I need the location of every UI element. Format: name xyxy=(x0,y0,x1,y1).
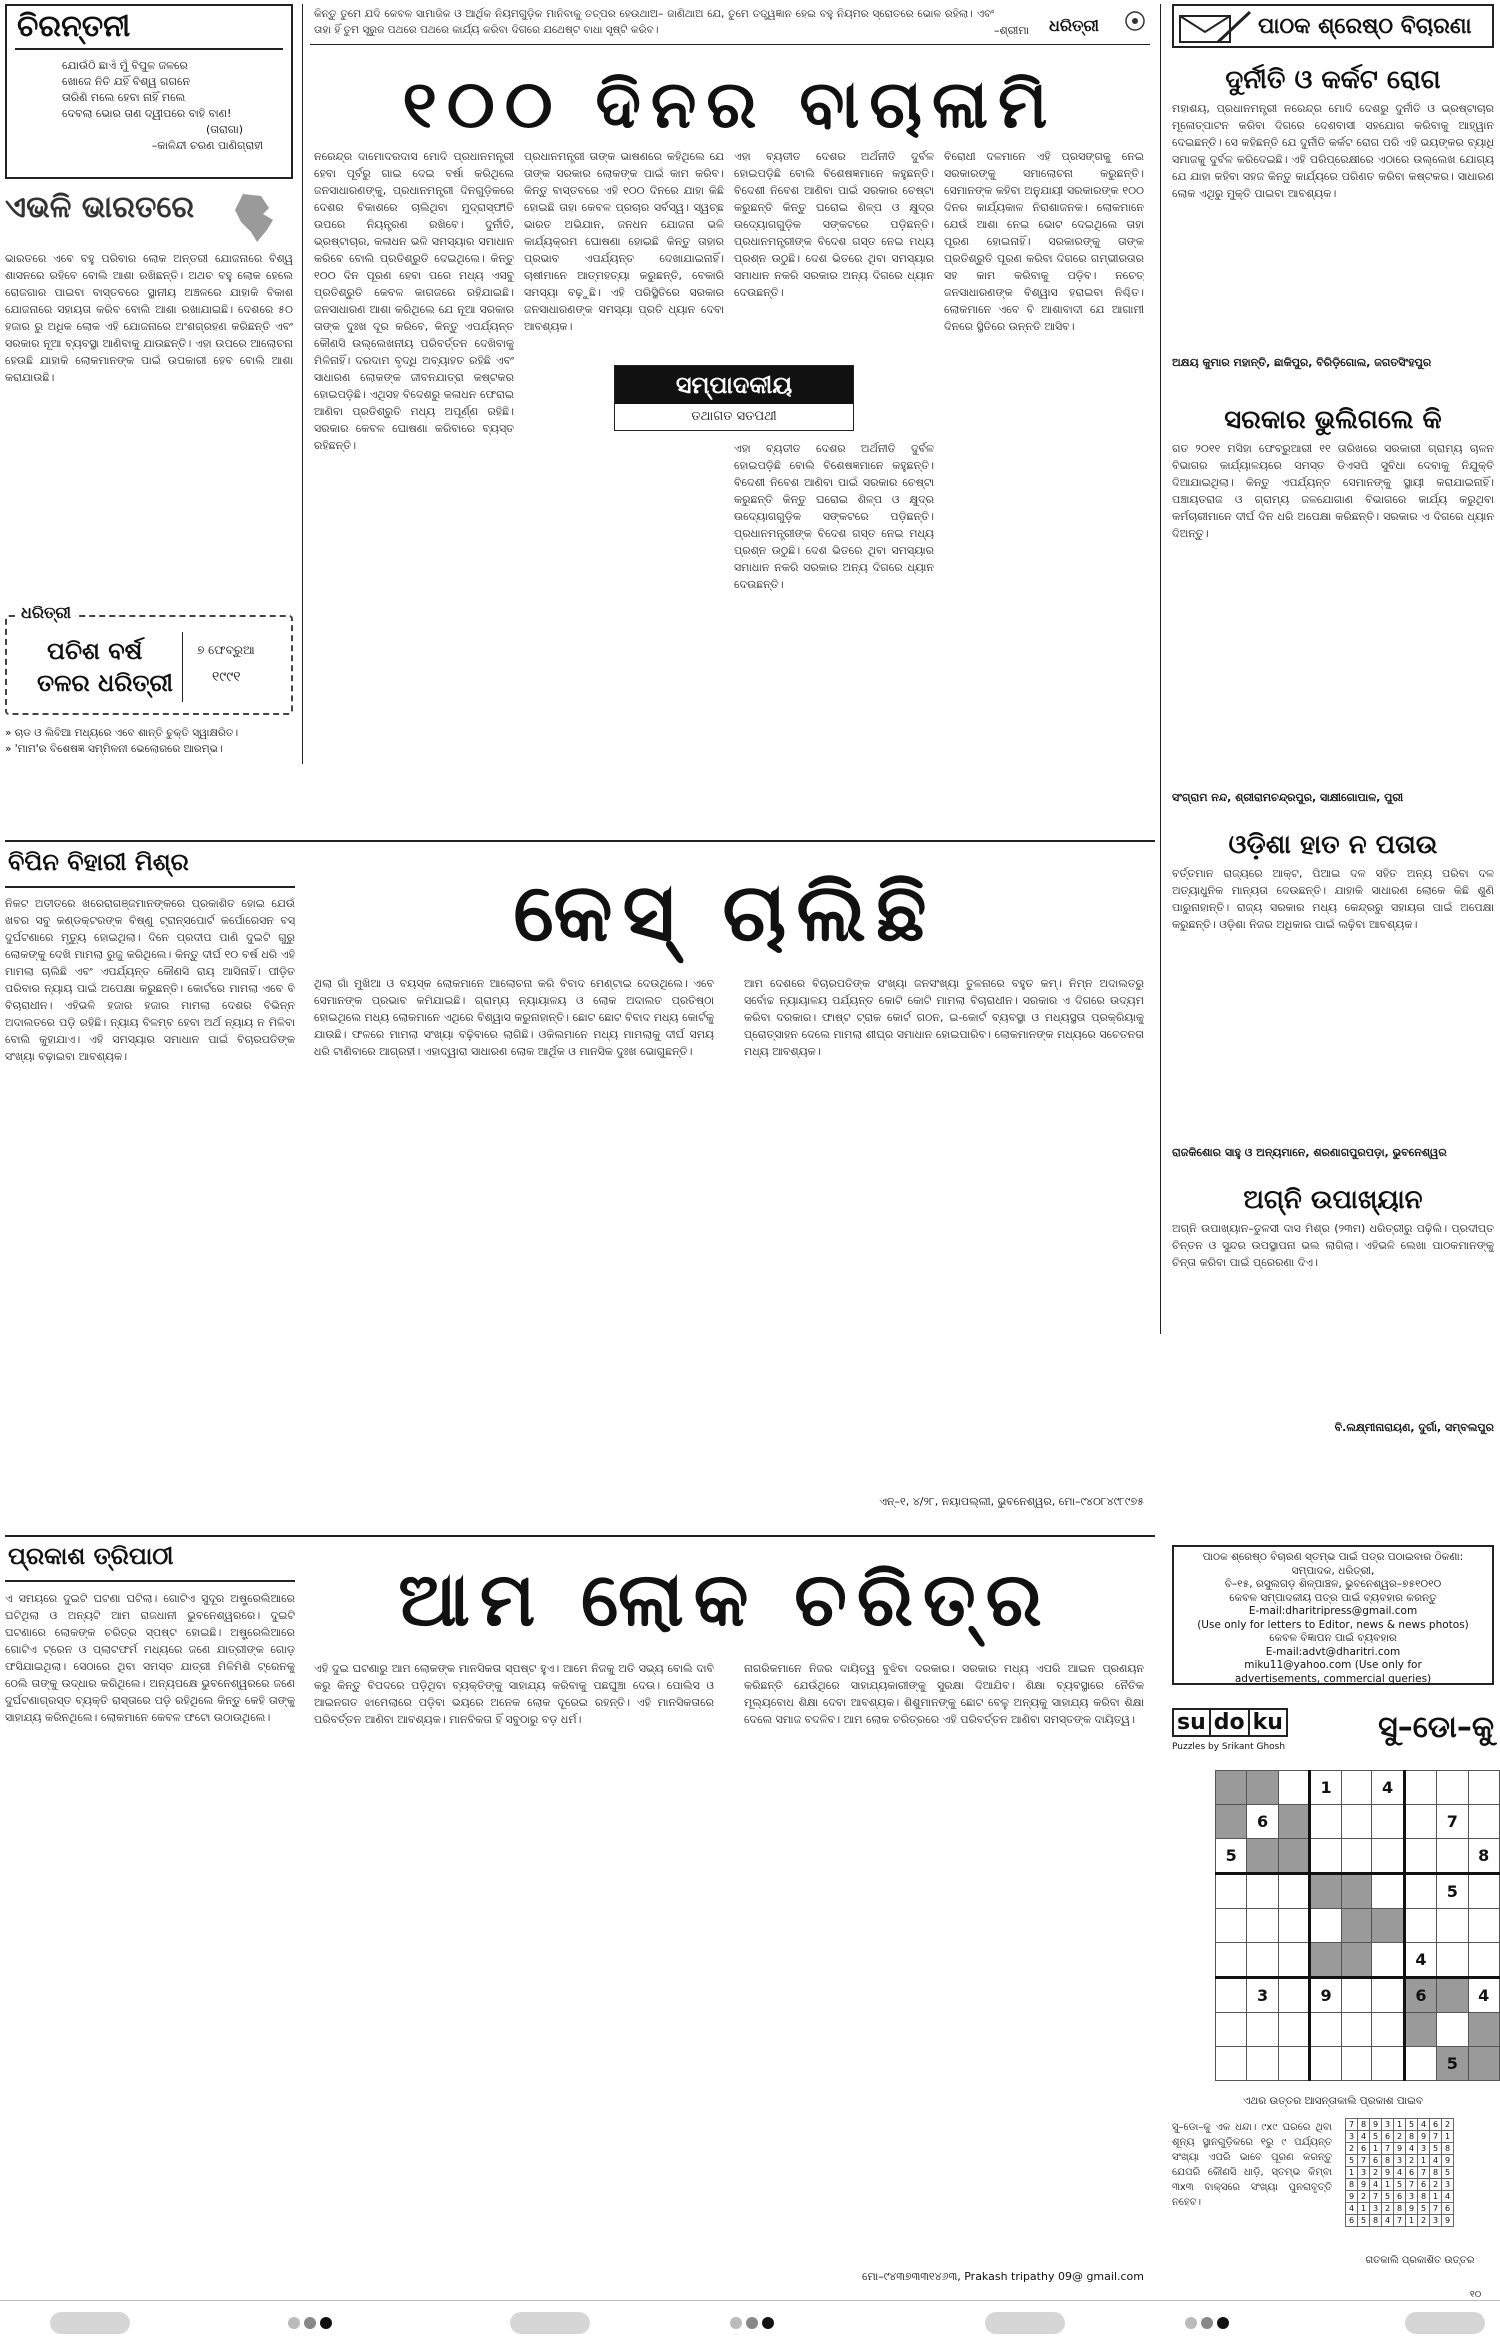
aam-col-3: ନାଗରିକମାନେ ନିଜର ଦାୟିତ୍ୱ ବୁଝିବା ଦରକାର। ସରକାର ମଧ୍ୟ ଏପରି ଆଇନ ପ୍ରଣୟନ କରିଛନ୍ତି ଯେଉଁଥିରେ ସାହାଯ୍ୟକାରୀଙ୍କୁ ସୁରକ୍ଷା ଦିଆଯିବ। ଶିକ୍ଷା ବ୍ୟବସ୍ଥାରେ ନୈତିକ ମୂଲ୍ୟବୋଧ ଶିକ୍ଷା ଦେବା ଆବଶ୍ୟକ। ଶିଶୁମାନଙ୍କୁ ଛୋଟ ବେଳୁ ଅନ୍ୟକୁ ସାହାଯ୍ୟ କରିବା ଶିକ୍ଷା ଦେଲେ ସମାଜ ବଦଳିବ। ଆମ ଲୋକ ଚରିତ୍ରରେ ଏହି ପରିବର୍ତ୍ତନ ଆଣିବା ସମସ୍ତଙ୍କ ଦାୟିତ୍ୱ। xyxy=(744,1662,1144,1726)
sudoku-cell[interactable] xyxy=(1247,2047,1278,2081)
ajibharat-body: ଭାରତରେ ଏବେ ବହୁ ପରିବାର ଲୋକ ଅନ୍ତରୀ ଯୋଜନାରେ ବିଶ୍ୱ ଶାସନରେ ରହିବେ ବୋଲି ଆଶା ରଖିଛନ୍ତି। ଅଥଚ ବହୁ ଲୋକ ହେଲେ ରୋଜଗାର ପାଇବା ବାସ୍ତବରେ ସ୍ଥାନୀୟ ଅଞ୍ଚଳରେ ଯାହାକି ବିକାଶ ଯୋଜନାରେ ସହାୟତା କରିବ ବୋଲି ଆଶା ରଖାଯାଇଛି। ଦେଶରେ ୫୦ ହଜାର ରୁ ଅଧିକ ଲୋକ ଏହି ଯୋଜନାରେ ଅଂଶଗ୍ରହଣ କରିଛନ୍ତି ଏବଂ ସରକାର ନୂଆ ବ୍ୟବସ୍ଥା ଆଣିବାକୁ ଯାଉଛନ୍ତି। ଏହା ଉପରେ ଆଲୋଚନା ହେଉଛି ଯାହାକି ଲୋକମାନଙ୍କ ପାଇଁ ଉପକାରୀ ହେବ ବୋଲି ଆଶା କରାଯାଉଛି। xyxy=(5,252,293,384)
aam-headline: ଆମ ଲୋକ ଚରିତ୍ର xyxy=(398,1557,1052,1643)
answer-cell: 5 xyxy=(1406,2119,1418,2131)
footer-dot xyxy=(288,2317,300,2329)
answer-cell: 7 xyxy=(1418,2167,1430,2179)
answer-cell: 2 xyxy=(1442,2119,1454,2131)
answer-cell: 9 xyxy=(1382,2167,1394,2179)
sudoku-caption: ଏଥର ଉତ୍ତର ଆସନ୍ତାକାଲି ପ୍ରକାଶ ପାଇବ xyxy=(1242,2095,1424,2107)
poem-line: ଯୋଉଁଠି ଛାଏଁ ମୁଁ ବିପୁଳ ଜଳରେ xyxy=(62,59,188,72)
sudoku-cell[interactable] xyxy=(1342,2013,1372,2047)
answer-cell: 2 xyxy=(1370,2167,1382,2179)
contact-line: ବି–୧୫, ରସୁଲଗଡ଼ ଶିଳ୍ପାଞ୍ଚଳ, ଭୁବନେଶ୍ୱର–୭୫୧୦୧୦ xyxy=(1224,1578,1442,1590)
dharitri-bullets xyxy=(5,725,293,757)
envelope-pen-icon xyxy=(1178,8,1254,46)
answer-cell: 1 xyxy=(1358,2203,1370,2215)
sudoku-cell[interactable]: 7 xyxy=(1437,1805,1468,1839)
sudoku-cell[interactable] xyxy=(1342,1805,1372,1839)
sudoku-cell[interactable] xyxy=(1404,1771,1436,1805)
sudoku-header xyxy=(1172,1710,1494,1760)
contact-line: ସମ୍ପାଦକ, ଧରିତ୍ରୀ, xyxy=(1291,1564,1375,1577)
sudoku-cell[interactable] xyxy=(1404,1805,1436,1839)
answer-cell: 6 xyxy=(1442,2203,1454,2215)
sudoku-cell[interactable] xyxy=(1372,1839,1404,1874)
quote-text: କିନ୍ତୁ ତୁମେ ଯଦି କେବଳ ସାମାଜିକ ଓ ଆର୍ଥିକ ନିୟମଗୁଡ଼ିକ ମାନିବାକୁ ତତ୍ପର ହେଉଥାଅ– ଜାଣିଥାଅ ଯେ, ତୁମେ ତତ୍ତ୍ୱଜ୍ଞାନ ହେଇ ବହୁ ନିୟମର ସ୍ରୋତରେ ଭୋଳ ରହିଲା। ଏବଂ ତାହା ହିଁ ତୁମ ସୂରୁଜ ପଥରେ ପଥରେ କାର୍ଯ୍ୟ କରିବା ଦିଗରେ ଯଥେଷ୍ଟ ବାଧା ସୃଷ୍ଟି କରିବ। xyxy=(314,8,994,36)
reader-item-2 xyxy=(1172,400,1494,806)
footer-dot xyxy=(746,2317,758,2329)
answer-cell: 8 xyxy=(1418,2191,1430,2203)
sudoku-cell[interactable] xyxy=(1468,1943,1500,1978)
case-col-2: ଥିଲା ଗାଁ ମୁଖିଆ ଓ ବୟସ୍କ ଲୋକମାନେ ଆଲୋଚନା କରି ବିବାଦ ମେଣ୍ଟାଇ ଦେଉଥିଲେ। ଏବେ ସେମାନଙ୍କ ପ୍ରଭାବ କମିଯାଇଛି। ଗ୍ରାମ୍ୟ ନ୍ୟାୟାଳୟ ଓ ଲୋକ ଅଦାଲତ ପ୍ରତିଷ୍ଠା ହୋଇଥିଲେ ମଧ୍ୟ ଲୋକମାନେ ଏଥିରେ ବିଶ୍ୱାସ କରୁନାହାନ୍ତି। ଛୋଟ ଛୋଟ ବିବାଦ ମଧ୍ୟ କୋର୍ଟକୁ ଯାଉଛି। ଫଳରେ ମାମଲା ସଂଖ୍ୟା ବଢ଼ିବାରେ ଲାଗିଛି। ଓକିଲମାନେ ମଧ୍ୟ ମାମଲାକୁ ଦୀର୍ଘ ସମୟ ଧରି ଟାଣିବାରେ ଆଗ୍ରହୀ। ଏହାଦ୍ୱାରା ସାଧାରଣ ଲୋକ ଆର୍ଥିକ ଓ ମାନସିକ ଦୁଃଖ ଭୋଗୁଛନ୍ତି। xyxy=(314,977,714,1058)
answer-cell: 3 xyxy=(1394,2155,1406,2167)
answer-cell: 1 xyxy=(1442,2131,1454,2143)
top-quote xyxy=(314,6,1144,46)
answer-cell: 9 xyxy=(1394,2143,1406,2155)
footer-pill xyxy=(985,2312,1065,2334)
sudoku-cell[interactable] xyxy=(1342,1874,1372,1909)
sudoku-rules: ସୁ–ଡୋ–କୁ ଏକ ଧନ୍ଦା। ୯x୯ ଘରରେ ଥିବା ଶୂନ୍ୟ ସ୍ଥାନଗୁଡ଼ିକରେ ୧ରୁ ୯ ପର୍ଯ୍ୟନ୍ତ ସଂଖ୍ୟା ଏପରି ଭାବେ ପୂରଣ କରନ୍ତୁ ଯେପରି କୌଣସି ଧାଡ଼ି, ସ୍ତମ୍ଭ କିମ୍ବା ୩x୩ ବାକ୍ସରେ ସଂଖ୍ୟା ପୁନରାବୃତ୍ତି ନହେବ। xyxy=(1172,2122,1332,2208)
lead-col-3: ଏହା ବ୍ୟତୀତ ଦେଶର ଅର୍ଥନୀତି ଦୁର୍ବଳ ହୋଇପଡ଼ିଛି ବୋଲି ବିଶେଷଜ୍ଞମାନେ କହୁଛନ୍ତି। ବିଦେଶୀ ନିବେଶ ଆଣିବା ପାଇଁ ସରକାର ଚେଷ୍ଟା କରୁଛନ୍ତି କିନ୍ତୁ ଘରୋଇ ଶିଳ୍ପ ଓ କ୍ଷୁଦ୍ର ଉଦ୍ୟୋଗଗୁଡ଼ିକ ସଙ୍କଟରେ ପଡ଼ିଛନ୍ତି। ପ୍ରଧାନମନ୍ତ୍ରୀଙ୍କ ବିଦେଶ ଗସ୍ତ ନେଇ ମଧ୍ୟ ପ୍ରଶ୍ନ ଉଠୁଛି। ଦେଶ ଭିତରେ ଥିବା ସମସ୍ୟାର ସମାଧାନ ନକରି ସରକାର ଅନ୍ୟ ଦିଗରେ ଧ୍ୟାନ ଦେଉଛନ୍ତି। xyxy=(734,150,934,299)
answer-cell: 5 xyxy=(1394,2179,1406,2191)
aam-col-1: ଏ ସମୟରେ ଦୁଇଟି ଘଟଣା ଘଟିଲା। ଗୋଟିଏ ସୁଦୂର ଅଷ୍ଟ୍ରେଲିଆରେ ଘଟିଥିଲା ଓ ଅନ୍ୟଟି ଆମ ରାଜଧାନୀ ଭୁବନେଶ୍ୱରରେ। ଦୁଇଟି ଘଟଣାରେ ଲୋକଙ୍କ ଚରିତ୍ର ସ୍ପଷ୍ଟ ହୋଇଛି। ଅଷ୍ଟ୍ରେଲିଆରେ ଗୋଟିଏ ଟ୍ରେନ ଓ ପ୍ଲାଟଫର୍ମ ମଧ୍ୟରେ ଜଣେ ଯାତ୍ରୀଙ୍କ ଗୋଡ଼ ଫସିଯାଇଥିଲା। ସେଠାରେ ଥିବା ସମସ୍ତ ଯାତ୍ରୀ ମିଳିମିଶି ଟ୍ରେନକୁ ଠେଲି ତାଙ୍କୁ ଉଦ୍ଧାର କରିଥିଲେ। ଅନ୍ୟପକ୍ଷେ ଭୁବନେଶ୍ୱରରେ ଜଣେ ଦୁର୍ଘଟଣାଗ୍ରସ୍ତ ବ୍ୟକ୍ତି ରାସ୍ତାରେ ପଡ଼ି ରହିଥିଲେ କିନ୍ତୁ କେହି ତାଙ୍କୁ ସାହାଯ୍ୟ କରିନଥିଲେ। ଲୋକମାନେ କେବଳ ଫଟୋ ଉଠାଉଥିଲେ। xyxy=(5,1592,295,1724)
footer-dot xyxy=(1185,2317,1197,2329)
sudoku-cell[interactable] xyxy=(1437,1771,1468,1805)
sudoku-cell[interactable]: 4 xyxy=(1372,1771,1404,1805)
lead-col-3b: ଏହା ବ୍ୟତୀତ ଦେଶର ଅର୍ଥନୀତି ଦୁର୍ବଳ ହୋଇପଡ଼ିଛି ବୋଲି ବିଶେଷଜ୍ଞମାନେ କହୁଛନ୍ତି। ବିଦେଶୀ ନିବେଶ ଆଣିବା ପାଇଁ ସରକାର ଚେଷ୍ଟା କରୁଛନ୍ତି କିନ୍ତୁ ଘରୋଇ ଶିଳ୍ପ ଓ କ୍ଷୁଦ୍ର ଉଦ୍ୟୋଗଗୁଡ଼ିକ ସଙ୍କଟରେ ପଡ଼ିଛନ୍ତି। ପ୍ରଧାନମନ୍ତ୍ରୀଙ୍କ ବିଦେଶ ଗସ୍ତ ନେଇ ମଧ୍ୟ ପ୍ରଶ୍ନ ଉଠୁଛି। ଦେଶ ଭିତରେ ଥିବା ସମସ୍ୟାର ସମାଧାନ ନକରି ସରକାର ଅନ୍ୟ ଦିଗରେ ଧ୍ୟାନ ଦେଉଛନ୍ତି। xyxy=(734,442,934,591)
sudoku-grid[interactable] xyxy=(1215,1770,1500,2081)
answer-cell: 8 xyxy=(1406,2131,1418,2143)
sudoku-cell[interactable] xyxy=(1372,1805,1404,1839)
answer-cell: 3 xyxy=(1382,2119,1394,2131)
answer-cell: 9 xyxy=(1418,2131,1430,2143)
answer-cell: 5 xyxy=(1418,2203,1430,2215)
sudoku-cell[interactable] xyxy=(1278,1874,1309,1909)
answer-cell: 5 xyxy=(1442,2167,1454,2179)
answer-cell: 8 xyxy=(1430,2167,1442,2179)
sudoku-cell[interactable] xyxy=(1278,1909,1309,1943)
sudoku-answer-caption: ଗତକାଲି ପ୍ରକାଶିତ ଉତ୍ତର xyxy=(1365,2255,1475,2266)
sudoku-credit: Puzzles by Srikant Ghosh xyxy=(1172,1742,1286,1752)
sudoku-cell[interactable] xyxy=(1216,2047,1247,2081)
answer-cell: 1 xyxy=(1370,2143,1382,2155)
sudoku-cell[interactable] xyxy=(1468,1874,1500,1909)
answer-cell: 6 xyxy=(1370,2155,1382,2167)
answer-cell: 8 xyxy=(1442,2143,1454,2155)
reader-item-4 xyxy=(1172,1180,1494,1436)
answer-cell: 5 xyxy=(1358,2215,1370,2227)
contact-email[interactable]: E-mail:advt@dharitri.com xyxy=(1265,1645,1401,1658)
sudoku-cell[interactable] xyxy=(1437,1909,1468,1943)
answer-cell: 6 xyxy=(1430,2119,1442,2131)
sudoku-cell[interactable] xyxy=(1342,1943,1372,1978)
sudoku-cell[interactable] xyxy=(1216,1805,1247,1839)
answer-cell: 4 xyxy=(1418,2119,1430,2131)
sudoku-cell[interactable] xyxy=(1247,1771,1278,1805)
ajibharat-title: ଏଭଳି ଭାରତରେ xyxy=(5,190,195,225)
sudoku-cell[interactable]: 6 xyxy=(1247,1805,1278,1839)
sudoku-cell[interactable] xyxy=(1278,1839,1309,1874)
answer-cell: 7 xyxy=(1358,2155,1370,2167)
reader-item-1 xyxy=(1172,60,1494,371)
sudoku-cell[interactable] xyxy=(1468,2013,1500,2047)
sudoku-cell[interactable] xyxy=(1468,1805,1500,1839)
answer-cell: 3 xyxy=(1370,2203,1382,2215)
sudoku-answer-grid xyxy=(1345,2118,1454,2227)
footer-pill xyxy=(1405,2312,1485,2334)
sudoku-cell[interactable] xyxy=(1404,2047,1436,2081)
sudoku-logo: su do ku xyxy=(1172,1710,1288,1735)
item-sig: ରାଜକିଶୋର ସାହୁ ଓ ଅନ୍ୟମାନେ, ଶରଣାଗପୁରପଡ଼ା, ଭୁବନେଶ୍ୱର xyxy=(1172,1146,1447,1159)
contact-line: କେବଳ ବିଜ୍ଞାପନ ପାଇଁ ବ୍ୟବହାର xyxy=(1269,1632,1397,1644)
answer-cell: 9 xyxy=(1358,2179,1370,2191)
answer-cell: 7 xyxy=(1430,2131,1442,2143)
sudoku-cell[interactable] xyxy=(1437,1978,1468,2013)
sudoku-cell[interactable] xyxy=(1309,1874,1341,1909)
answer-cell: 3 xyxy=(1346,2131,1358,2143)
item-body: ବର୍ତ୍ତମାନ ରାଜ୍ୟରେ ଆକ୍ଟ, ପିଆଇ ଦଳ ସହିତ ଅନ୍ୟ ପରିବା ଦଳ ଅତ୍ୟାଧୁନିକ ମାନ୍ୟତା ଦେଉଛନ୍ତି। ଯାହାକି ସାଧାରଣ ଲୋକେ କିଛି ଶୁଣି ପାରୁନାହାନ୍ତି। ରାଜ୍ୟ ସରକାର ମଧ୍ୟ କେନ୍ଦ୍ରରୁ ସହାୟତା ପାଇଁ ଅପେକ୍ଷା କରୁଛନ୍ତି। ଓଡ଼ିଶା ନିଜର ଅଧିକାର ପାଇଁ ଲଢ଼ିବା ଆବଶ୍ୟକ। xyxy=(1172,867,1494,931)
answer-cell: 1 xyxy=(1430,2191,1442,2203)
lead-col-1: ନରେନ୍ଦ୍ର ଦାମୋଦରଦାସ ମୋଦି ପ୍ରଧାନମନ୍ତ୍ରୀ ହେବା ପୂର୍ବରୁ ଗାଇ ଦେଇ ବର୍ଷା କରିଥିଲେ ଜନସାଧାରଣଙ୍କୁ, ପ୍ରଧାନମନ୍ତ୍ରୀ ଦିନଗୁଡ଼ିକରେ ଦେଶର ବିକାଶରେ ଚାଲିଥିବା ମୁଦ୍ରାସ୍ଫୀତି ଉପରେ ନିୟନ୍ତ୍ରଣ ରଖିବେ। ଦୁର୍ନୀତି, ଭ୍ରଷ୍ଟାଚାର, କଳାଧନ ଭଳି ସମସ୍ୟାର ସମାଧାନ କରିବେ ବୋଲି ପ୍ରତିଶ୍ରୁତି ଦେଇଥିଲେ। କିନ୍ତୁ ୧୦୦ ଦିନ ପୂରଣ ହେବା ପରେ ମଧ୍ୟ ଏସବୁ ପ୍ରତିଶ୍ରୁତି କେବଳ କାଗଜରେ ରହିଯାଇଛି। ଜନସାଧାରଣ ଆଶା କରିଥିଲେ ଯେ ନୂଆ ସରକାର ତାଙ୍କ ଦୁଃଖ ଦୂର କରିବେ, କିନ୍ତୁ ଏପର୍ଯ୍ୟନ୍ତ କୌଣସି ଉଲ୍ଲେଖନୀୟ ପରିବର୍ତ୍ତନ ଦେଖିବାକୁ ମିଳିନାହିଁ। ଦରଦାମ ବୃଦ୍ଧି ଅବ୍ୟାହତ ରହିଛି ଏବଂ ସାଧାରଣ ଲୋକଙ୍କ ଜୀବନଯାତ୍ରା କଷ୍ଟକର ହୋଇପଡ଼ିଛି। ଏଥିସହ ବିଦେଶରୁ କଳାଧନ ଫେରାଇ ଆଣିବା ପ୍ରତିଶ୍ରୁତି ମଧ୍ୟ ଅପୂର୍ଣ୍ଣ ରହିଛି। ସରକାର କେବଳ ଘୋଷଣା କରିବାରେ ବ୍ୟସ୍ତ ରହିଛନ୍ତି। xyxy=(314,150,514,452)
sudoku-cell[interactable]: 5 xyxy=(1437,1874,1468,1909)
sudoku-cell[interactable] xyxy=(1372,2047,1404,2081)
answer-cell: 6 xyxy=(1406,2167,1418,2179)
answer-cell: 5 xyxy=(1346,2155,1358,2167)
item-sig: ବି.ଲକ୍ଷ୍ମୀନାରାୟଣ, ଦୁର୍ଗା, ସମ୍ବଲପୁର xyxy=(1334,1421,1494,1434)
sudoku-cell[interactable] xyxy=(1342,1978,1372,2013)
sudoku-cell[interactable] xyxy=(1468,1909,1500,1943)
sudoku-cell[interactable] xyxy=(1216,1943,1247,1978)
banner-text: ପାଠକ ଶ୍ରେଷ୍ଠ ବିଚାରଣା xyxy=(1258,14,1472,39)
lead-col-4: ବିରୋଧୀ ଦଳମାନେ ଏହି ପ୍ରସଙ୍ଗକୁ ନେଇ ସରକାରଙ୍କୁ ସମାଲୋଚନା କରୁଛନ୍ତି। ସେମାନଙ୍କ କହିବା ଅନୁଯାୟୀ ସରକାରଙ୍କ ୧୦୦ ଦିନର କାର୍ଯ୍ୟକାଳ ନିରାଶାଜନକ। ଲୋକମାନେ ଯେଉଁ ଆଶା ନେଇ ଭୋଟ ଦେଇଥିଲେ ତାହା ପୂରଣ ହୋଇନାହିଁ। ସରକାରଙ୍କୁ ତାଙ୍କ ପ୍ରତିଶ୍ରୁତି ପୂରଣ କରିବା ଦିଗରେ ଗମ୍ଭୀରତାର ସହ କାମ କରିବାକୁ ପଡ଼ିବ। ନଚେତ୍ ଜନସାଧାରଣଙ୍କ ବିଶ୍ୱାସ ହରାଇବା ନିଶ୍ଚିତ। ଲୋକମାନେ ଏବେ ବି ଆଶାବାଦୀ ଯେ ଆଗାମୀ ଦିନରେ ସ୍ଥିତିରେ ଉନ୍ନତି ଆସିବ। xyxy=(944,150,1144,333)
answer-cell: 1 xyxy=(1346,2167,1358,2179)
answer-cell: 2 xyxy=(1418,2215,1430,2227)
sudoku-cell[interactable] xyxy=(1278,1771,1309,1805)
sudoku-cell[interactable]: 6 xyxy=(1404,1978,1436,2013)
item-title: ଓଡ଼ିଶା ହାତ ନ ପତାଉ xyxy=(1228,830,1438,860)
chirantani-box xyxy=(5,4,293,179)
case-byline: ବିପିନ ବିହାରୀ ମିଶ୍ର xyxy=(8,848,189,876)
sudoku-cell[interactable] xyxy=(1404,1874,1436,1909)
footer-dot xyxy=(762,2317,774,2329)
footer-dot xyxy=(1201,2317,1213,2329)
footer-pill xyxy=(50,2312,130,2334)
sudoku-cell[interactable]: 5 xyxy=(1437,2047,1468,2081)
sudoku-cell[interactable]: 9 xyxy=(1309,1978,1341,2013)
answer-cell: 7 xyxy=(1382,2143,1394,2155)
sudoku-cell[interactable]: 1 xyxy=(1309,1771,1341,1805)
answer-cell: 6 xyxy=(1358,2143,1370,2155)
sudoku-cell[interactable] xyxy=(1247,1909,1278,1943)
bullet: » ଚାଡ ଓ ଲିବିଆ ମଧ୍ୟରେ ଏବେ ଶାନ୍ତି ଚୁକ୍ତି ସ୍ୱାକ୍ଷରିତ। xyxy=(5,727,239,739)
answer-cell: 2 xyxy=(1430,2179,1442,2191)
editorial-box xyxy=(614,365,854,431)
contact-line: କେବଳ ସମ୍ପାଦକୀୟ ପତ୍ର ପାଇଁ ବ୍ୟବହାର କରନ୍ତୁ xyxy=(1229,1591,1437,1604)
sudoku-cell[interactable] xyxy=(1437,1943,1468,1978)
poem-line: ଦେବଲା ଭୋର ତାଣ ଦ୍ୱୀପରେ ବାହି ବାଣ! xyxy=(62,107,232,120)
answer-cell: 4 xyxy=(1430,2155,1442,2167)
sudoku-cell[interactable] xyxy=(1278,1943,1309,1978)
answer-cell: 4 xyxy=(1382,2215,1394,2227)
answer-cell: 8 xyxy=(1382,2155,1394,2167)
chirantani-poem xyxy=(62,58,283,154)
sudoku-cell[interactable] xyxy=(1437,2013,1468,2047)
sudoku-cell[interactable] xyxy=(1342,2047,1372,2081)
sudoku-cell[interactable] xyxy=(1372,1909,1404,1943)
contact-note: advertisements, commercial queries) xyxy=(1234,1672,1432,1685)
sudoku-cell[interactable] xyxy=(1404,1909,1436,1943)
item-sig: ସଂଗ୍ରାମ ନନ୍ଦ, ଶ୍ରୀରାମଚନ୍ଦ୍ରପୁର, ସାକ୍ଷୀଗୋପାଳ, ପୁରୀ xyxy=(1172,791,1404,804)
answer-cell: 7 xyxy=(1406,2179,1418,2191)
answer-cell: 8 xyxy=(1394,2203,1406,2215)
ajibharat-section xyxy=(5,190,293,630)
item-body: ଅଗ୍ନି ଉପାଖ୍ୟାନ–ତୁଳସୀ ଦାସ ମିଶ୍ର (୨୩ମ) ଧରିତ୍ରୀରୁ ପଢ଼ିଲି। ପ୍ରଦୀପ୍ତ ଚିନ୍ତନ ଓ ସୁନ୍ଦର ଉପସ୍ଥାପନା ଭଲ ଲାଗିଲା। ଏହିଭଳି ଲେଖା ପାଠକମାନଙ୍କୁ ଚିନ୍ତା କରିବା ପାଇଁ ପ୍ରେରଣା ଦିଏ। xyxy=(1172,1222,1494,1269)
sudoku-cell[interactable]: 8 xyxy=(1468,1839,1500,1874)
answer-cell: 3 xyxy=(1406,2191,1418,2203)
ajibharat-header xyxy=(5,190,293,250)
sudoku-cell[interactable]: 4 xyxy=(1404,1943,1436,1978)
sudoku-odia-title: ସୁ–ଡୋ–କୁ xyxy=(1378,1710,1494,1745)
sudoku-cell[interactable] xyxy=(1216,1771,1247,1805)
answer-cell: 6 xyxy=(1418,2179,1430,2191)
label-line2: ତଳର ଧରିତ୍ରୀ xyxy=(37,669,173,697)
sudoku-grid-wrap xyxy=(1215,1770,1500,2081)
sudoku-cell[interactable] xyxy=(1372,1874,1404,1909)
answer-cell: 1 xyxy=(1382,2179,1394,2191)
sudoku-cell[interactable] xyxy=(1247,1943,1278,1978)
case-address: ଏନ୍–୧, ୪/୨୮, ନୟାପଲ୍ଲୀ, ଭୁବନେଶ୍ୱର, ମୋ–୯୪୦୮୪୯୮୯୭୫ xyxy=(879,1495,1144,1508)
dharitri-logo: ଧରିତ୍ରୀ xyxy=(17,603,75,623)
poem-line: ଖୋଜେ ନିତି ଯହିଁ ବିଶ୍ୱ ଗଗନେ xyxy=(62,75,191,88)
answer-cell: 5 xyxy=(1382,2191,1394,2203)
sudoku-cell[interactable] xyxy=(1404,1839,1436,1874)
answer-cell: 6 xyxy=(1394,2191,1406,2203)
sudoku-cell[interactable] xyxy=(1309,2047,1341,2081)
bullet: » 'ମାମ'ର ବିଶେଷଜ୍ଞ ସମ୍ମିଳନୀ ଭେଲୋରରେ ଆରମ୍ଭ। xyxy=(5,743,223,755)
answer-cell: 3 xyxy=(1430,2215,1442,2227)
answer-cell: 9 xyxy=(1406,2203,1418,2215)
answer-cell: 7 xyxy=(1394,2215,1406,2227)
quote-logo: ଧରିତ୍ରୀ xyxy=(1049,16,1099,35)
answer-cell: 9 xyxy=(1442,2215,1454,2227)
answer-cell: 8 xyxy=(1346,2179,1358,2191)
sudoku-cell[interactable] xyxy=(1372,2013,1404,2047)
sudoku-cell[interactable] xyxy=(1278,2047,1309,2081)
sudoku-cell[interactable] xyxy=(1247,2013,1278,2047)
answer-cell: 1 xyxy=(1406,2215,1418,2227)
sudoku-cell[interactable] xyxy=(1278,2013,1309,2047)
sudoku-cell[interactable] xyxy=(1309,2013,1341,2047)
sudoku-cell[interactable] xyxy=(1309,1839,1341,1874)
sudoku-cell[interactable] xyxy=(1309,1909,1341,1943)
dharitri-25yr-box xyxy=(5,603,293,715)
lead-col-2: ପ୍ରଧାନମନ୍ତ୍ରୀ ତାଙ୍କ ଭାଷଣରେ କହିଥିଲେ ଯେ ତାଙ୍କ ସରକାର ଲୋକଙ୍କ ପାଇଁ କାମ କରିବ। କିନ୍ତୁ ବାସ୍ତବରେ ଏହି ୧୦୦ ଦିନରେ ଯାହା କିଛି ହୋଇଛି ତାହା କେବଳ ପ୍ରଚାର ସର୍ବସ୍ୱ। ସ୍ୱଚ୍ଛ ଭାରତ ଅଭିଯାନ, ଜନଧନ ଯୋଜନା ଭଳି କାର୍ଯ୍ୟକ୍ରମ ଘୋଷଣା ହୋଇଛି କିନ୍ତୁ ତାହାର ପ୍ରଭାବ ଏପର୍ଯ୍ୟନ୍ତ ଦେଖାଯାଇନାହିଁ। ଚାଷୀମାନେ ଆତ୍ମହତ୍ୟା କରୁଛନ୍ତି, ବେକାରି ସମସ୍ୟା ବଢ଼ୁଛି। ଏହି ପରିସ୍ଥିତିରେ ସରକାର ଜନସାଧାରଣଙ୍କ ସମସ୍ୟା ପ୍ରତି ଧ୍ୟାନ ଦେବା ଆବଶ୍ୟକ। xyxy=(524,150,724,333)
india-map-icon xyxy=(223,190,283,246)
answer-cell: 3 xyxy=(1358,2167,1370,2179)
answer-cell: 9 xyxy=(1370,2119,1382,2131)
poem-line: ତାରିଣି ମଲେ ହେବା ନାହିଁ ମଲେ xyxy=(62,91,186,104)
quote-attrib: –ଶ୍ରୀମା xyxy=(994,24,1030,37)
sudoku-cell[interactable]: 4 xyxy=(1468,1978,1500,2013)
footer-dot xyxy=(1217,2317,1229,2329)
item-title: ଦୁର୍ନୀତି ଓ କର୍କଟ ରୋଗ xyxy=(1225,65,1441,95)
contact-email[interactable]: E-mail:dharitripress@gmail.com xyxy=(1248,1605,1418,1617)
sudoku-cell[interactable] xyxy=(1278,1978,1309,2013)
aam-col-2: ଏହି ଦୁଇ ଘଟଣାରୁ ଆମ ଲୋକଙ୍କ ମାନସିକତା ସ୍ପଷ୍ଟ ହୁଏ। ଆମେ ନିଜକୁ ଅତି ସଭ୍ୟ ବୋଲି ଦାବି କରୁ କିନ୍ତୁ ବିପଦରେ ପଡ଼ିଥିବା ବ୍ୟକ୍ତିଙ୍କୁ ସାହାଯ୍ୟ କରିବାକୁ ପଛଘୁଞ୍ଚା ଦେଉ। ପୋଲିସ ଓ ଆଇନଗତ ଝାମେଲାରେ ପଡ଼ିବା ଭୟରେ ଅନେକ ଲୋକ ଦୂରେଇ ରହନ୍ତି। ଏହି ମାନସିକତାରେ ପରିବର୍ତ୍ତନ ଆଣିବା ଆବଶ୍ୟକ। ମାନବିକତା ହିଁ ସବୁଠାରୁ ବଡ଼ ଧର୍ମ। xyxy=(314,1662,714,1726)
contact-email[interactable]: miku11@yahoo.com (Use only for xyxy=(1244,1659,1422,1671)
sudoku-cell[interactable] xyxy=(1216,2013,1247,2047)
item-body: ଗତ ୨୦୧୧ ମସିହା ଫେବ୍ରୁଆରୀ ୧୧ ତାରିଖରେ ସରକାରୀ ଗ୍ରାମ୍ୟ ଚାଳନ ବିଭାଗର କାର୍ଯ୍ୟାଳୟରେ ସମସ୍ତ ଡିଏସପି ସୁବିଧା ଦେବାକୁ ନିଯୁକ୍ତି ଦିଆଯାଇଥିଲା। କିନ୍ତୁ ଏପର୍ଯ୍ୟନ୍ତ ସେମାନଙ୍କୁ ସ୍ଥାୟୀ କରାଯାଇନାହିଁ। ପଞ୍ଚାୟତରାଜ ଓ ଗ୍ରାମ୍ୟ ଜଳଯୋଗାଣ ବିଭାଗରେ କାର୍ଯ୍ୟ କରୁଥିବା କର୍ମଚାରୀମାନେ ଦୀର୍ଘ ଦିନ ଧରି ଅପେକ୍ଷା କରିଛନ୍ତି। ସରକାର ଏ ଦିଗରେ ଧ୍ୟାନ ଦିଅନ୍ତୁ। xyxy=(1172,442,1494,540)
answer-cell: 1 xyxy=(1418,2155,1430,2167)
sudoku-cell[interactable] xyxy=(1216,1978,1247,2013)
sudoku-cell[interactable] xyxy=(1216,1874,1247,1909)
editorial-author: ତଥାଗତ ସତପଥୀ xyxy=(691,409,777,424)
answer-cell: 7 xyxy=(1430,2203,1442,2215)
answer-cell: 8 xyxy=(1370,2215,1382,2227)
sudoku-cell[interactable] xyxy=(1468,2047,1500,2081)
sudoku-cell[interactable] xyxy=(1437,1839,1468,1874)
answer-cell: 4 xyxy=(1346,2203,1358,2215)
answer-cell: 5 xyxy=(1430,2143,1442,2155)
answer-cell: 2 xyxy=(1346,2143,1358,2155)
aam-byline: ପ୍ରକାଶ ତ୍ରିପାଠୀ xyxy=(8,1542,174,1570)
sudoku-cell[interactable] xyxy=(1247,1839,1278,1874)
footer-pill xyxy=(510,2312,590,2334)
label-line1: ପଚିଶ ବର୍ଷ xyxy=(47,637,143,665)
item-title: ସରକାର ଭୁଲିଗଲେ କି xyxy=(1224,405,1442,435)
item-sig: ଅକ୍ଷୟ କୁମାର ମହାନ୍ତି, ଛାକିପୁର, ବିରିଡ଼ିଗୋଲ, ଜଗତସିଂହପୁର xyxy=(1172,356,1432,369)
answer-cell: 4 xyxy=(1394,2167,1406,2179)
footer-dot xyxy=(304,2317,316,2329)
answer-cell: 6 xyxy=(1346,2215,1358,2227)
answer-cell: 4 xyxy=(1358,2131,1370,2143)
contact-box xyxy=(1172,1545,1494,1685)
sudoku-cell[interactable]: 3 xyxy=(1247,1978,1278,2013)
sudoku-cell[interactable]: 5 xyxy=(1216,1839,1247,1874)
item-title: ଅଗ୍ନି ଉପାଖ୍ୟାନ xyxy=(1243,1185,1423,1215)
answer-cell: 2 xyxy=(1382,2203,1394,2215)
answer-cell: 7 xyxy=(1346,2119,1358,2131)
footer-dot xyxy=(320,2317,332,2329)
item-body: ମହାଶୟ, ପ୍ରଧାନମନ୍ତ୍ରୀ ନରେନ୍ଦ୍ର ମୋଦି ଦେଶରୁ ଦୁର୍ନୀତି ଓ ଭ୍ରଷ୍ଟାଚାର ମୂଳୋତ୍ପାଟନ କରିବା ଦିଗରେ ଦେଶବାସୀ ସହଯୋଗ କରିବାକୁ ଆହ୍ୱାନ ଦେଇଛନ୍ତି। ସେ କହିଛନ୍ତି ଯେ ଦୁର୍ନୀତି କର୍କଟ ରୋଗ ପରି ଏହି ଭୟଙ୍କର ବ୍ୟାଧି ସମାଜକୁ ଦୁର୍ବଳ କରିଦେଇଛି। ଏହି ପରିପ୍ରେକ୍ଷୀରେ ଏଠାରେ ଉଲ୍ଲେଖ ଯୋଗ୍ୟ ଯେ ଯାହା କହିବା ସହଜ କିନ୍ତୁ କାର୍ଯ୍ୟରେ ପରିଣତ କରିବା କଷ୍ଟକର। ସାଧାରଣ ଲୋକ ଏଥିରୁ ମୁକ୍ତି ପାଇବା ଆବଶ୍ୟକ। xyxy=(1172,102,1494,200)
page-number: ୧୦ xyxy=(1470,2290,1482,2300)
poem-source: (ତାରାଗା) xyxy=(205,123,243,136)
answer-cell: 4 xyxy=(1370,2179,1382,2191)
sudoku-cell[interactable] xyxy=(1372,1978,1404,2013)
answer-cell: 8 xyxy=(1358,2119,1370,2131)
contact-line: ପାଠକ ଶ୍ରେଷ୍ଠ ବିଚାରଣ ସ୍ତମ୍ଭ ପାଇଁ ପତ୍ର ପଠାଇବାର ଠିକଣା: xyxy=(1202,1551,1464,1563)
sudoku-cell[interactable] xyxy=(1247,1874,1278,1909)
poem-author: –କାଳିନ୍ଦୀ ଚରଣ ପାଣିଗ୍ରାହୀ xyxy=(151,139,263,152)
sudoku-cell[interactable] xyxy=(1342,1771,1372,1805)
date-line2: ୧୯୯୧ xyxy=(212,669,241,685)
answer-cell: 9 xyxy=(1346,2191,1358,2203)
answer-cell: 9 xyxy=(1442,2155,1454,2167)
contact-note: (Use only for letters to Editor, news & news photos) xyxy=(1197,1618,1469,1631)
editorial-label: ସମ୍ପାଦକୀୟ xyxy=(615,366,853,404)
chirantani-title: ଚିରନ୍ତନୀ xyxy=(17,9,131,44)
reader-item-3 xyxy=(1172,825,1494,1161)
answer-cell: 5 xyxy=(1370,2131,1382,2143)
emblem-icon xyxy=(1124,10,1146,32)
answer-cell: 6 xyxy=(1382,2131,1394,2143)
reader-banner xyxy=(1172,4,1494,48)
sudoku-cell[interactable] xyxy=(1309,1805,1341,1839)
answer-cell: 4 xyxy=(1442,2191,1454,2203)
answer-cell: 2 xyxy=(1358,2191,1370,2203)
sudoku-cell[interactable] xyxy=(1342,1909,1372,1943)
chirantani-rule xyxy=(15,48,283,50)
sudoku-cell[interactable] xyxy=(1372,1943,1404,1978)
aam-footer: ମୋ–୯୪୩୭୩୩୧୪୬୩, Prakash tripathy 09@ gmail.com xyxy=(861,2270,1144,2283)
answer-cell: 2 xyxy=(1406,2155,1418,2167)
lead-headline: ୧୦୦ ଦିନର ବାଚାଳାମି xyxy=(402,66,1058,143)
sudoku-cell[interactable] xyxy=(1342,1839,1372,1874)
answer-cell: 1 xyxy=(1394,2119,1406,2131)
case-col-1: ନିକଟ ଅତୀତରେ ଖରେରାଗଞ୍ଜମାନଙ୍କରେ ପ୍ରକାଶିତ ହୋଇ ଯେଉଁ ଖବର ସବୁ କଣ୍ଡକ୍ଟରଙ୍କ ବିଷ୍ଣୁ ଟ୍ରାନ୍ସପୋର୍ଟ କର୍ପୋରେସନ ବସ୍ ଦୁର୍ଘଟଣାରେ ମୃତ୍ୟୁ ହୋଇଥିଲା। ଦିନେ ପ୍ରଦୀପ ପାଣି ଦୁଇଟି ଗୁରୁ ଲୋକଙ୍କୁ ଦେଖି ମାମଲା ରୁଜୁ କରିଥିଲେ। କିନ୍ତୁ ଦୀର୍ଘ ୧୦ ବର୍ଷ ଧରି ଏହି ମାମଲା ଚାଲିଛି ଏବଂ ଏପର୍ଯ୍ୟନ୍ତ କୌଣସି ରାୟ ଆସିନାହିଁ। ପୀଡ଼ିତ ପରିବାର ନ୍ୟାୟ ପାଇଁ ଅପେକ୍ଷା କରୁଛନ୍ତି। କୋର୍ଟରେ ମାମଲା ଏବେ ବି ବିଚାରାଧୀନ। ଏହିଭଳି ହଜାର ହଜାର ମାମଲା ଦେଶର ବିଭିନ୍ନ ଅଦାଲତରେ ପଡ଼ି ରହିଛି। ନ୍ୟାୟ ବିଳମ୍ବ ହେବା ଅର୍ଥ ନ୍ୟାୟ ନ ମିଳିବା ବୋଲି କୁହାଯାଏ। ଏହି ସମସ୍ୟାର ସମାଧାନ ପାଇଁ ବିଚାରପତିଙ୍କ ସଂଖ୍ୟା ବଢ଼ାଇବା ଆବଶ୍ୟକ। xyxy=(5,897,295,1063)
date-line1: ୭ ଫେବ୍ରୁଆ xyxy=(197,643,255,657)
sudoku-cell[interactable] xyxy=(1309,1943,1341,1978)
sudoku-cell[interactable] xyxy=(1468,1771,1500,1805)
answer-cell: 2 xyxy=(1394,2131,1406,2143)
answer-cell: 7 xyxy=(1370,2191,1382,2203)
sudoku-cell[interactable] xyxy=(1216,1909,1247,1943)
sudoku-cell[interactable] xyxy=(1404,2013,1436,2047)
answer-cell: 3 xyxy=(1418,2143,1430,2155)
answer-cell: 4 xyxy=(1406,2143,1418,2155)
sudoku-cell[interactable] xyxy=(1278,1805,1309,1839)
footer-dot xyxy=(730,2317,742,2329)
sudoku-answer-wrap xyxy=(1345,2118,1454,2227)
case-headline: କେସ୍ ଚାଲିଛି xyxy=(513,866,937,959)
case-col-3: ଆମ ଦେଶରେ ବିଚାରପତିଙ୍କ ସଂଖ୍ୟା ଜନସଂଖ୍ୟା ତୁଳନାରେ ବହୁତ କମ୍। ନିମ୍ନ ଅଦାଲତରୁ ସର୍ବୋଚ୍ଚ ନ୍ୟାୟାଳୟ ପର୍ଯ୍ୟନ୍ତ କୋଟି କୋଟି ମାମଲା ବିଚାରାଧୀନ। ସରକାର ଏ ଦିଗରେ ଉଦ୍ୟମ କରିବା ଦରକାର। ଫାଷ୍ଟ ଟ୍ରାକ କୋର୍ଟ ଗଠନ, ଇ-କୋର୍ଟ ବ୍ୟବସ୍ଥା ଓ ମଧ୍ୟସ୍ଥତା ପ୍ରକ୍ରିୟାକୁ ପ୍ରୋତ୍ସାହନ ଦେଲେ ମାମଲା ଶୀଘ୍ର ସମାଧାନ ହୋଇପାରିବ। ଲୋକମାନଙ୍କ ମଧ୍ୟରେ ସଚେତନତା ମଧ୍ୟ ଆବଶ୍ୟକ। xyxy=(744,977,1144,1058)
answer-cell: 3 xyxy=(1442,2179,1454,2191)
